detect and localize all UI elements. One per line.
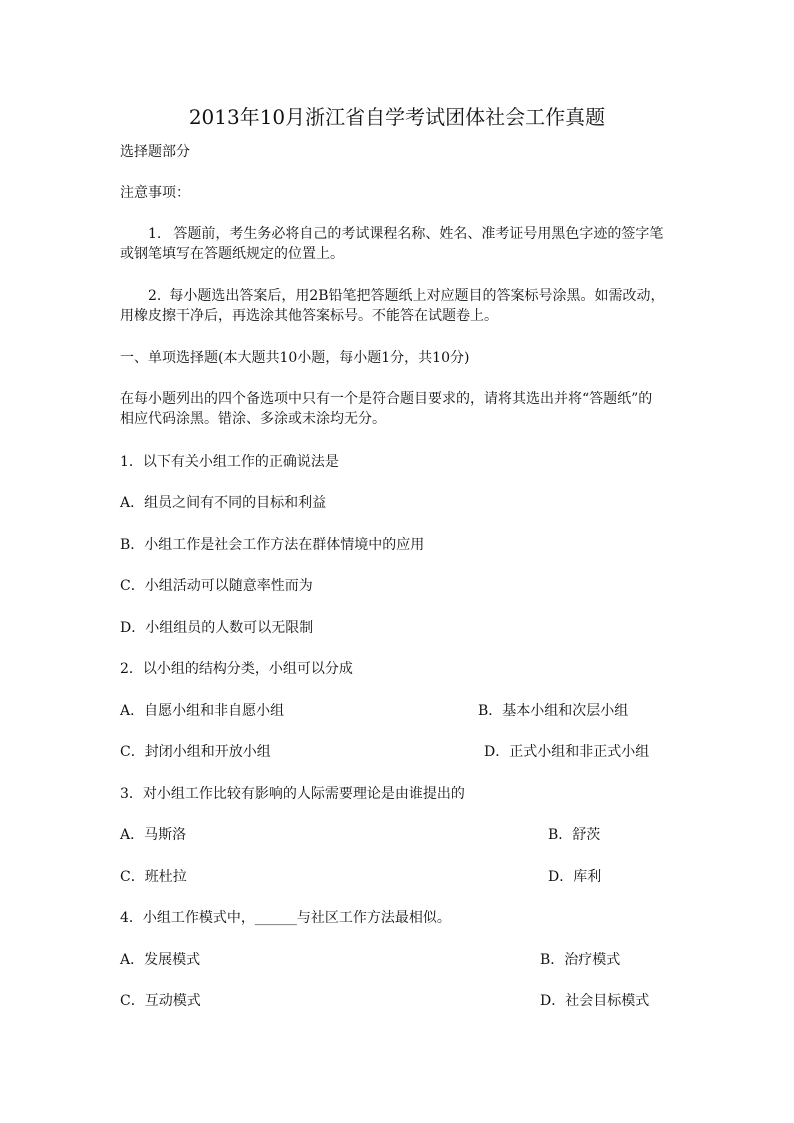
question-4-option-d: D．社会目标模式: [540, 993, 650, 1009]
question-1-stem: 1．以下有关小组工作的正确说法是: [120, 454, 339, 470]
instructions-line-1: 在每小题列出的四个备选项中只有一个是符合题目要求的，请将其选出并将“答题纸”的: [120, 391, 653, 407]
notice-item-2-number: 2.: [148, 288, 162, 304]
question-3-option-d: D．库利: [548, 869, 602, 885]
question-2-option-a: A．自愿小组和非自愿小组: [120, 703, 285, 719]
notice-item-2-text: 每小题选出答案后，用2B铅笔把答题纸上对应题目的答案标号涂黑。如需改动，: [169, 288, 665, 304]
question-4-option-b: B．治疗模式: [540, 952, 621, 968]
instructions-line-2: 相应代码涂黑。错涂、多涂或未涂均无分。: [120, 411, 386, 427]
question-1-option-b: B．小组工作是社会工作方法在群体情境中的应用: [120, 537, 425, 553]
question-4-stem: 4．小组工作模式中，______与社区工作方法最相似。: [120, 910, 451, 926]
notice-item-2-line-1: [148, 286, 665, 306]
question-2-option-c: C．封闭小组和开放小组: [120, 744, 271, 760]
question-3-option-a: A．马斯洛: [120, 827, 187, 843]
question-2-stem: 2．以小组的结构分类，小组可以分成: [120, 661, 353, 677]
notice-item-1-line-1: [148, 224, 663, 244]
notice-heading: 注意事项：: [120, 185, 190, 201]
question-4-option-c: C．互动模式: [120, 993, 201, 1009]
question-1-option-a: A．组员之间有不同的目标和利益: [120, 495, 327, 511]
notice-item-1-line-2: 或钢笔填写在答题纸规定的位置上。: [120, 246, 344, 262]
question-2-option-d: D．正式小组和非正式小组: [484, 744, 650, 760]
document-title: 2013年10月浙江省自学考试团体社会工作真题: [188, 105, 606, 129]
question-3-stem: 3．对小组工作比较有影响的人际需要理论是由谁提出的: [120, 786, 465, 802]
section-part-label: 选择题部分: [120, 144, 190, 160]
question-2-option-b: B．基本小组和次层小组: [478, 703, 629, 719]
question-3-option-b: B．舒茨: [548, 827, 601, 843]
question-3-option-c: C．班杜拉: [120, 869, 187, 885]
question-4-option-a: A．发展模式: [120, 952, 201, 968]
question-1-option-d: D．小组组员的人数可以无限制: [120, 620, 314, 636]
part-one-heading: 一、单项选择题(本大题共10小题，每小题1分，共10分): [120, 350, 470, 366]
notice-item-1-number: 1.: [148, 226, 162, 242]
notice-item-2-line-2: 用橡皮擦干净后，再选涂其他答案标号。不能答在试题卷上。: [120, 308, 498, 324]
question-1-option-c: C．小组活动可以随意率性而为: [120, 578, 313, 594]
notice-item-1-text: 答题前，考生务必将自己的考试课程名称、姓名、准考证号用黑色字迹的签字笔: [173, 226, 664, 242]
